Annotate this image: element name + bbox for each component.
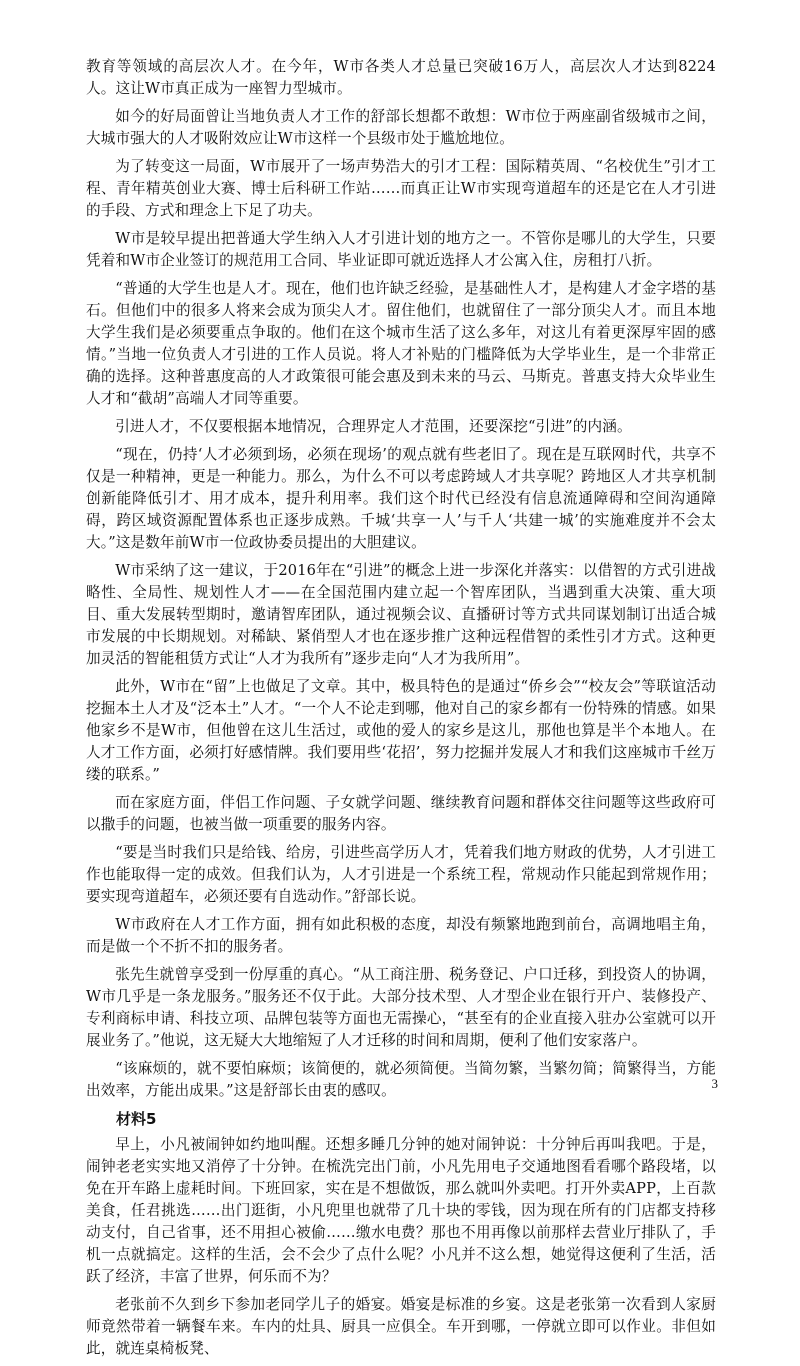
body-paragraph: 老张前不久到乡下参加老同学儿子的婚宴。婚宴是标准的乡宴。这是老张第一次看到人家厨师竟然带着一辆餐车来。车内的灶具、厨具一应俱全。车开到哪，一停就立即可以作业。非但如此，就连桌椅板凳、 <box>86 1296 716 1357</box>
paragraph-group-a <box>86 56 716 1102</box>
body-paragraph: 早上，小凡被闹钟如约地叫醒。还想多睡几分钟的她对闹钟说：十分钟后再叫我吧。于是，闹钟老老实实地又消停了十分钟。在梳洗完出门前，小凡先用电子交通地图看看哪个路段堵，以免在开车路上虚耗时间。下班回家，实在是不想做饭，那么就叫外卖吧。打开外卖APP，上百款美食，任君挑选……出门逛街，小凡兜里也就带了几十块的零钱，因为现在所有的门店都支持移动支付，自己省事，还不用担心被偷……缴水电费？那也不用再像以前那样去营业厅排队了，手机一点就搞定。这样的生活，会不会少了点什么呢？小凡并不这么想，她觉得这便利了生活，活跃了经济，丰富了世界，何乐而不为？ <box>86 1136 716 1285</box>
page-number: 3 <box>711 1076 718 1091</box>
body-paragraph: 张先生就曾享受到一份厚重的真心。“从工商注册、税务登记、户口迁移，到投资人的协调，W市几乎是一条龙服务。”服务还不仅于此。大部分技术型、人才型企业在银行开户、装修投产、专利商标申请、科技立项、品牌包装等方面也无需操心，“甚至有的企业直接入驻办公室就可以开展业务了。”他说，这无疑大大地缩短了人才迁移的时间和周期，便利了他们安家落户。 <box>86 966 716 1049</box>
body-paragraph: 如今的好局面曾让当地负责人才工作的舒部长想都不敢想：W市位于两座副省级城市之间，大城市强大的人才吸附效应让W市这样一个县级市处于尴尬地位。 <box>86 108 716 147</box>
body-paragraph: “要是当时我们只是给钱、给房，引进些高学历人才，凭着我们地方财政的优势，人才引进工作也能取得一定的成效。但我们认为，人才引进是一个系统工程，常规动作只能起到常规作用；要实现弯道超车，必须还要有自选动作。”舒部长说。 <box>86 844 716 905</box>
paragraph-group-b <box>86 1134 716 1360</box>
body-paragraph: 为了转变这一局面，W市展开了一场声势浩大的引才工程：国际精英周、“名校优生”引才工程、青年精英创业大赛、博士后科研工作站……而真正让W市实现弯道超车的还是它在人才引进的手段、方式和理念上下足了功夫。 <box>86 158 716 219</box>
document-page <box>86 56 716 1366</box>
section-heading: 材料5 <box>116 1110 157 1128</box>
body-paragraph: 而在家庭方面，伴侣工作问题、子女就学问题、继续教育问题和群体交往问题等这些政府可以撒手的问题，也被当做一项重要的服务内容。 <box>86 794 716 833</box>
body-paragraph: W市采纳了这一建议，于2016年在“引进”的概念上进一步深化并落实：以借智的方式引进战略性、全局性、规划性人才——在全国范围内建立起一个智库团队，当遇到重大决策、重大项目、重大发展转型期时，邀请智库团队，通过视频会议、直播研讨等方式共同谋划制订出适合城市发展的中长期规划。对稀缺、紧俏型人才也在逐步推广这种远程借智的柔性引才方式。这种更加灵活的智能租赁方式让“人才为我所有”逐步走向“人才为我所用”。 <box>86 562 716 667</box>
body-paragraph: W市是较早提出把普通大学生纳入人才引进计划的地方之一。不管你是哪儿的大学生，只要凭着和W市企业签订的规范用工合同、毕业证即可就近选择人才公寓入住，房租打八折。 <box>86 230 716 269</box>
body-paragraph: 引进人才，不仅要根据本地情况，合理界定人才范围，还要深挖“引进”的内涵。 <box>115 418 632 435</box>
body-paragraph: “现在，仍持‘人才必须到场，必须在现场’的观点就有些老旧了。现在是互联网时代，共享不仅是一种精神，更是一种能力。那么，为什么不可以考虑跨域人才共享呢？跨地区人才共享机制创新能降低引才、用才成本，提升利用率。我们这个时代已经没有信息流通障碍和空间沟通障碍，跨区域资源配置体系也正逐步成熟。千城‘共享一人’与千人‘共建一城’的实施难度并不会太大。”这是数年前W市一位政协委员提出的大胆建议。 <box>86 446 716 551</box>
body-paragraph: “该麻烦的，就不要怕麻烦；该简便的，就必须简便。当简勿繁，当繁勿简；简繁得当，方能出效率，方能出成果。”这是舒部长由衷的感叹。 <box>86 1060 716 1099</box>
body-paragraph: 此外，W市在“留”上也做足了文章。其中，极具特色的是通过“侨乡会”“校友会”等联谊活动挖掘本土人才及“泛本土”人才。“一个人不论走到哪，他对自己的家乡都有一份特殊的情感。如果他家乡不是W市，但他曾在这儿生活过，或他的爱人的家乡是这儿，那他也算是半个本地人。在人才工作方面，必须打好感情牌。我们要用些‘花招’，努力挖掘并发展人才和我们这座城市千丝万缕的联系。” <box>86 678 716 783</box>
body-paragraph: 教育等领域的高层次人才。在今年，W市各类人才总量已突破16万人，高层次人才达到8224人。这让W市真正成为一座智力型城市。 <box>86 58 716 97</box>
body-paragraph: W市政府在人才工作方面，拥有如此积极的态度，却没有频繁地跑到前台，高调地唱主角，而是做一个不折不扣的服务者。 <box>86 916 716 955</box>
body-paragraph: “普通的大学生也是人才。现在，他们也许缺乏经验，是基础性人才，是构建人才金字塔的基石。但他们中的很多人将来会成为顶尖人才。留住他们，也就留住了一部分顶尖人才。而且本地大学生我们是必须要重点争取的。他们在这个城市生活了这么多年，对这儿有着更深厚牢固的感情。”当地一位负责人才引进的工作人员说。将人才补贴的门槛降低为大学毕业生，是一个非常正确的选择。这种普惠度高的人才政策很可能会惠及到未来的马云、马斯克。普惠支持大众毕业生人才和“截胡”高端人才同等重要。 <box>86 280 716 407</box>
